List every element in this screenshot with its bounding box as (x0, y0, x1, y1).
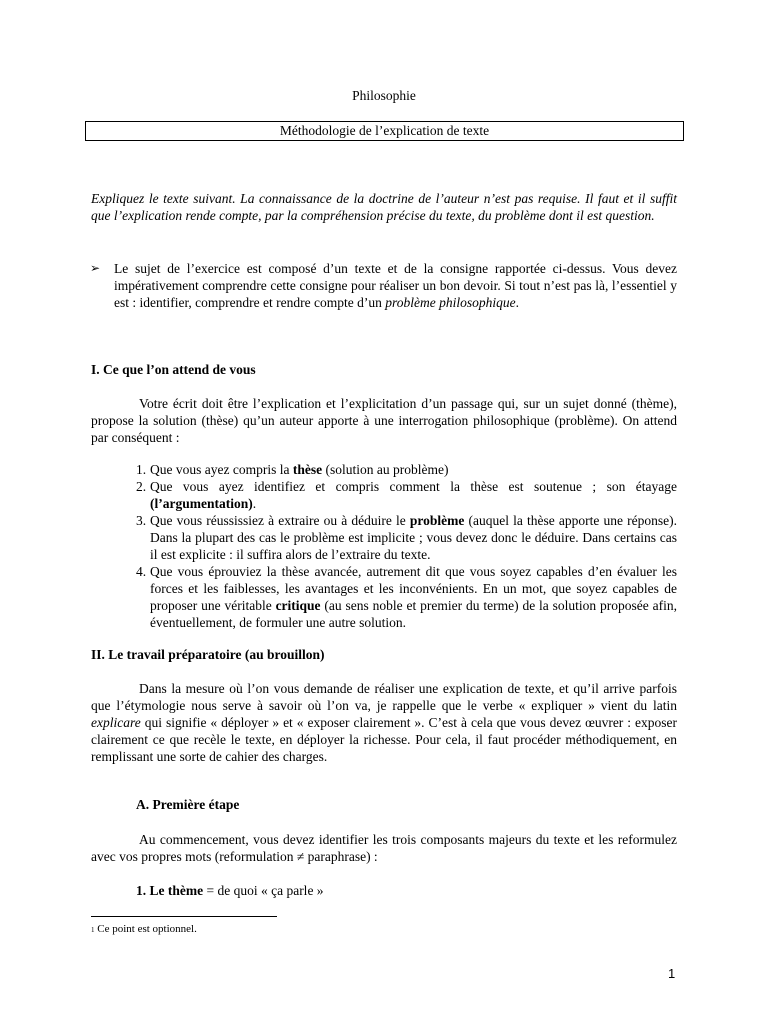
bullet-text: Le sujet de l’exercice est composé d’un texte et de la consigne rapportée ci-dessus. Vous devez impérativement comprendre cette consigne pour réaliser un bon devoir. Si tout n’est pas là, l’essentiel y est : identifier, comprendre et rendre compte d’un problème philosophique. (114, 261, 677, 310)
section-2-paragraph: Dans la mesure où l’on vous demande de réaliser une explication de texte, et qu’il arrive parfois que l’étymologie nous serve à savoir où l’on va, je rappelle que le verbe « expliquer » vient du latin explicare qui signifie « déployer » et « exposer clairement ». C’est à cela que vous devez œuvrer : exposer clairement ce que recèle le texte, en déployer la richesse. Pour cela, il faut procéder méthodiquement, en remplissant une sorte de cahier des charges. (91, 681, 677, 764)
section-1-paragraph: Votre écrit doit être l’explication et l’explicitation d’un passage qui, sur un sujet donné (thème), propose la solution (thèse) qu’un auteur apporte à une interrogation philosophique (problème). On attend par conséquent : (91, 396, 677, 445)
point-theme: 1. Le thème = de quoi « ça parle » (136, 883, 324, 898)
footnote: $^1$ Ce point est optionnel. (91, 923, 197, 935)
list-item: 3. Que vous réussissiez à extraire ou à déduire le problème (auquel la thèse apporte une réponse). Dans la plupart des cas le problème est implicite ; vous devez donc le déduire. Dans certains cas il est explicite : il suffira alors de l’extraire du texte. (136, 513, 677, 562)
subsection-a-paragraph: Au commencement, vous devez identifier les trois composants majeurs du texte et les reformulez avec vos propres mots (reformulation ≠ paraphrase) : (91, 832, 677, 864)
list-item: 2. Que vous ayez identifiez et compris comment la thèse est soutenue ; son étayage (l’argumentation). (136, 479, 677, 511)
document-title: Méthodologie de l’explication de texte (279, 123, 490, 138)
page-number: 1 (668, 966, 676, 981)
section-1-heading: I. Ce que l’on attend de vous (91, 362, 256, 377)
list-item: 4. Que vous éprouviez la thèse avancée, autrement dit que vous soyez capables d’en évaluer les forces et les faiblesses, les avantages et les inconvénients. En un mot, que soyez capables de proposer une véritable critique (au sens noble et premier du terme) de la solution proposée afin, éventuellement, de formuler une autre solution. (136, 564, 677, 630)
subsection-a-heading: A. Première étape (136, 797, 240, 812)
arrow-bullet-icon: ➢ (90, 261, 101, 275)
list-item: 1. Que vous ayez compris la thèse (solution au problème) (136, 462, 449, 477)
section-2-heading: II. Le travail préparatoire (au brouillon) (91, 647, 325, 662)
bullet-point (90, 260, 677, 311)
expectations-list (136, 461, 677, 631)
footnote-divider (91, 916, 277, 917)
document-title-box (85, 121, 684, 141)
subject-heading: Philosophie (352, 88, 416, 103)
assignment-text: Expliquez le texte suivant. La connaissance de la doctrine de l’auteur n’est pas requise. Il faut et il suffit que l’explication rende compte, par la compréhension précise du texte, du problème dont il est question. (91, 191, 677, 223)
